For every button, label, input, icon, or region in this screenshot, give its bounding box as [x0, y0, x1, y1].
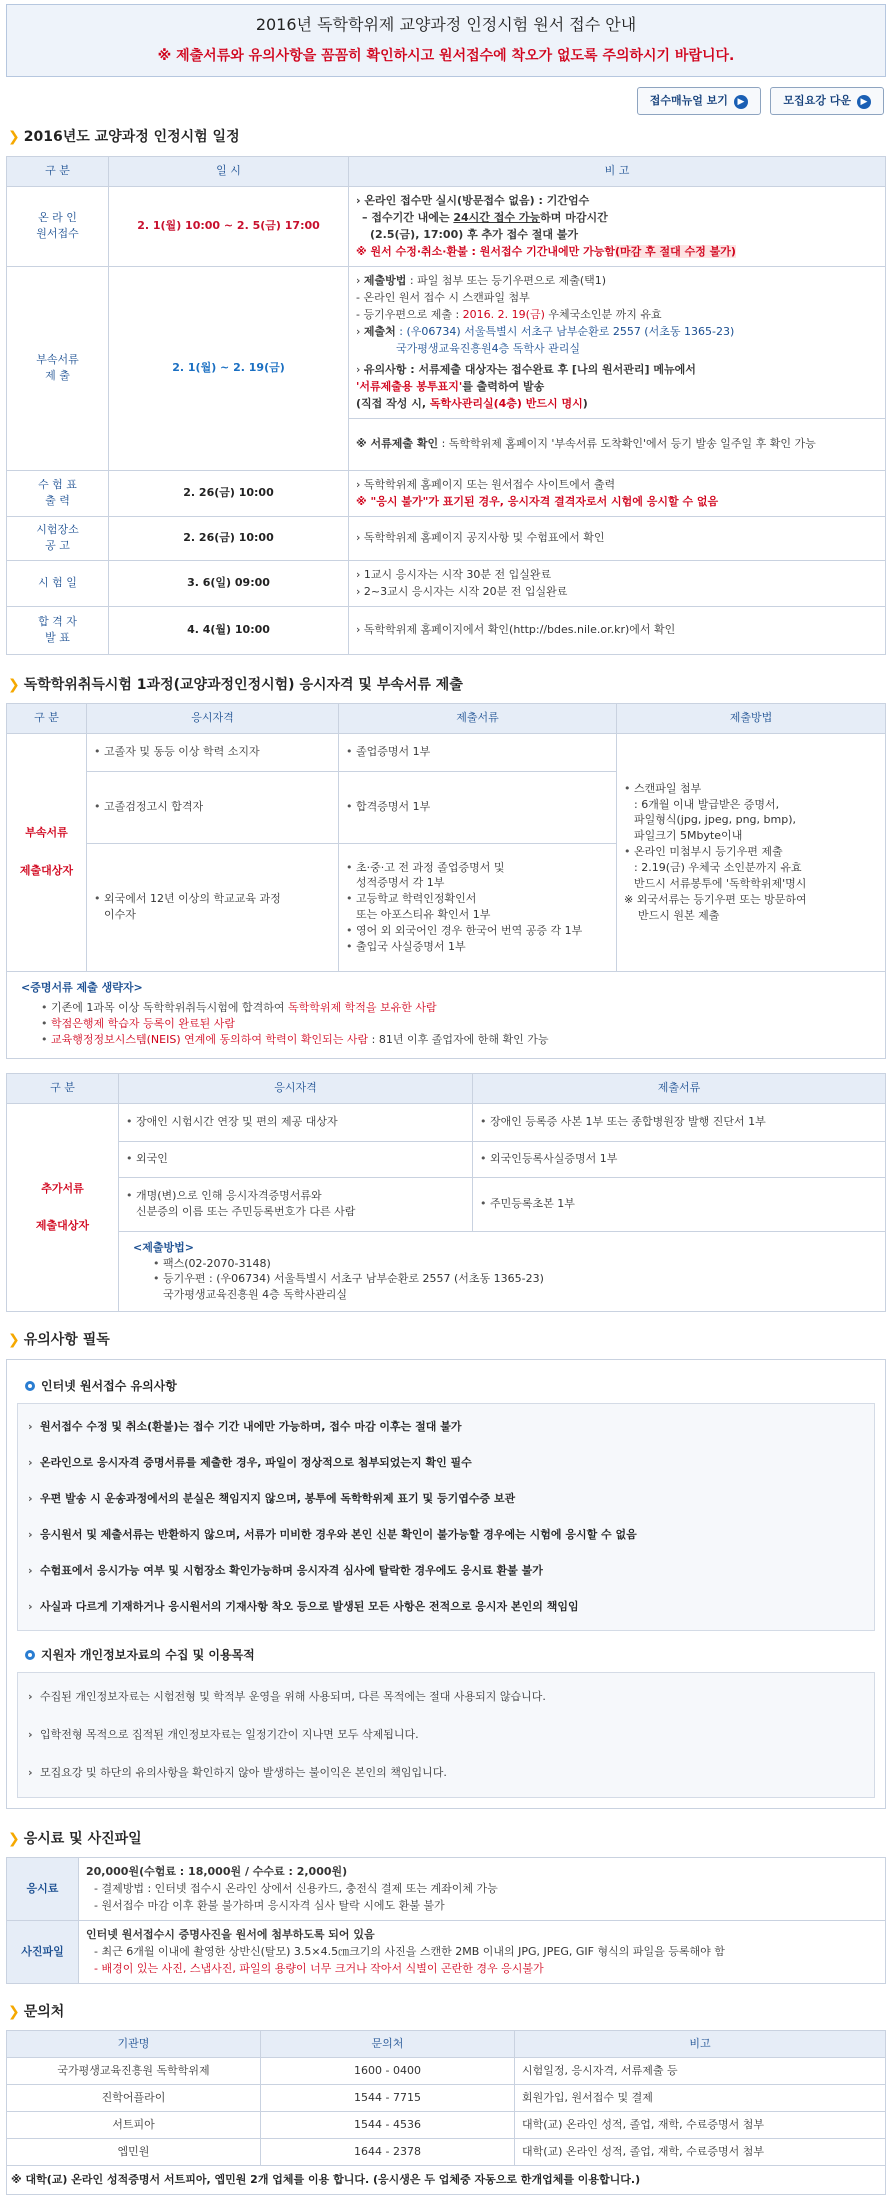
text-line: - 결제방법 : 인터넷 접수시 온라인 상에서 신용카드, 충전식 결제 또는 계좌이체 가능	[94, 1882, 498, 1896]
note-cell: 시험일정, 응시자격, 서류제출 등	[515, 2058, 886, 2085]
date-cell: 2. 26(금) 10:00	[109, 470, 349, 516]
table-row	[7, 733, 886, 771]
cell	[119, 1177, 473, 1231]
org-cell: 국가평생교육진흥원 독학학위제	[7, 2058, 261, 2085]
notice-box	[6, 4, 886, 77]
method-cell	[617, 733, 886, 971]
warning-text: ※ 제출서류와 유의사항을 꼼꼼히 확인하시고 원서접수에 착오가 없도록 주의하시기 바랍니다.	[157, 48, 735, 65]
note-cell: › 온라인 접수만 실시(방문접수 없음) : 기간엄수 – 접수기간 내에는 24시간 접수 가능하며 마감시간 (2.5(금), 17:00) 후 추가 접수 절대 불가 ※ 원서 수정·취소·환불 : 원서접수 기간내에만 가능함(마감 후 절대 수정 불가)	[349, 186, 886, 266]
phone-cell: 1544 - 4536	[261, 2111, 515, 2138]
note-cell	[349, 418, 886, 470]
label-line: 공 고	[45, 539, 70, 553]
col-header: 구 분	[7, 156, 109, 186]
contact-table	[6, 2030, 886, 2166]
note-cell: 대학(교) 온라인 성적, 졸업, 재학, 수료증명서 첨부	[515, 2138, 886, 2165]
method-line: 파일형식(jpg, jpeg, png, bmp),	[634, 813, 796, 827]
table-row	[7, 1103, 886, 1141]
manual-button[interactable]	[637, 87, 761, 115]
row-label	[7, 470, 109, 516]
cell	[87, 771, 339, 843]
table-row	[7, 1858, 886, 1921]
date-cell: 2. 1(월) 10:00 ~ 2. 5(금) 17:00	[109, 186, 349, 266]
method-line: : 2.19(금) 우체국 소인분까지 유효	[634, 861, 802, 875]
row-label	[7, 516, 109, 560]
list-item: • 장애인 등록증 사본 1부 또는 종합병원장 발행 진단서 1부	[480, 1114, 878, 1130]
method-cell	[119, 1231, 886, 1312]
label-line: 발 표	[45, 631, 70, 645]
omit-title: <증명서류 제출 생략자>	[21, 980, 143, 994]
note: 하며 마감시간	[540, 210, 608, 224]
fee-table	[6, 1857, 886, 1984]
note: 독학학위제 홈페이지 공지사항 및 수험표에서 확인	[363, 531, 605, 545]
date-cell: 3. 6(일) 09:00	[109, 560, 349, 606]
list-item	[624, 844, 878, 892]
text-line: 성적증명서 각 1부	[356, 876, 445, 890]
chevron-right-icon: ❯	[8, 676, 20, 693]
circle-bullet-icon	[25, 1381, 35, 1391]
date-cell: 2. 1(월) ~ 2. 19(금)	[109, 266, 349, 470]
cell	[119, 1141, 473, 1177]
text-line: • 등기우편 : (우06734) 서울특별시 서초구 남부순환로 2557 (서초동 1365-23)	[163, 1272, 544, 1286]
section-eligibility-title	[6, 675, 886, 695]
photo-cell	[79, 1920, 886, 1983]
list-item: • 외국인등록사실증명서 1부	[480, 1151, 878, 1167]
list-item: › 수험표에서 응시가능 여부 및 시험장소 확인가능하며 응시자격 심사에 탈락한 경우에도 응시료 환불 불가	[28, 1554, 864, 1588]
table-header	[7, 703, 886, 733]
org-cell: 엡민원	[7, 2138, 261, 2165]
col-header: 구 분	[7, 703, 87, 733]
col-header: 제출서류	[339, 703, 617, 733]
text-line: - 원서접수 마감 이후 환불 불가하며 응시자격 심사 탈락 시에도 환불 불가	[94, 1899, 445, 1913]
note: - 등기우편으로 제출 :	[356, 307, 463, 321]
row-label	[7, 1103, 119, 1312]
text-line: 국가평생교육진흥원 4층 독학사관리실	[163, 1288, 348, 1302]
table-row	[7, 2138, 886, 2165]
note: : 독학학위제 홈페이지 '부속서류 도착확인'에서 등기 발송 일주일 후 확인 가능	[438, 437, 816, 451]
table-row	[7, 516, 886, 560]
label-line: 시험장소	[36, 523, 79, 537]
privacy-list	[17, 1672, 875, 1798]
list-item	[624, 781, 878, 845]
table-header	[7, 2031, 886, 2058]
eligibility-table	[6, 703, 886, 972]
col-header: 비고	[515, 2031, 886, 2058]
method-line: 파일크기 5Mbyte이내	[634, 829, 743, 843]
list-item: › 사실과 다르게 기재하거나 응시원서의 기재사항 착오 등으로 발생된 모든 사항은 전적으로 응시자 본인의 책임임	[28, 1590, 864, 1624]
caution-subtitle	[25, 1378, 875, 1395]
method-line: • 온라인 미첨부시 등기우편 제출	[634, 845, 783, 859]
caution-list	[17, 1403, 875, 1631]
note-cell: › 1교시 응시자는 시작 30분 전 입실완료 › 2~3교시 응시자는 시작 20분 전 입실완료	[349, 560, 886, 606]
org-cell: 진학어플라이	[7, 2084, 261, 2111]
label-line: 제 출	[45, 369, 70, 383]
text-line: 이수자	[104, 908, 136, 922]
note-cell: › 제출방법 : 파일 첨부 또는 등기우편으로 제출(택1) - 온라인 원서 접수 시 스캔파일 첨부 - 등기우편으로 제출 : 2016. 2. 19(금) 우체국소인분 까지 유효 › 제출처 : (우06734) 서울특별시 서초구 남부순환로 2557 (서초동 1365-23) 국가평생교육진흥원4층 독학사 관리실 › 유의사항 : 서류제출 대상자는 접수완료 후 [나의 원서관리] 메뉴에서 '서류제출용 봉투표지'를 출력하여 발송 (직접 작성 시, 독학사관리실(4층) 반드시 명시)	[349, 266, 886, 418]
footnote: ※ 대학(교) 온라인 성적증명서 서트피아, 엡민원 2개 업체를 이용 합니다. (응시생은 두 업체중 자동으로 한개업체를 이용합니다.)	[6, 2166, 886, 2195]
list-item	[94, 891, 331, 923]
note: – 접수기간 내에는	[362, 210, 454, 224]
text-line: • 개명(변)으로 인해 응시자격증명서류와	[136, 1189, 322, 1203]
note: 온라인 접수만 실시(방문접수 없음) : 기간엄수	[364, 193, 590, 207]
row-label	[7, 606, 109, 654]
list-item: • 졸업증명서 1부	[346, 744, 609, 760]
row-label: 사진파일	[7, 1920, 79, 1983]
cell	[473, 1141, 886, 1177]
note: ※ 원서 수정·취소·환불 : 원서접수 기간내에만 가능함	[356, 244, 615, 258]
list-item: › 입학전형 목적으로 집적된 개인정보자료는 일정기간이 지나면 모두 삭제됩니다.	[28, 1717, 864, 1753]
text: : 81년 이후 졸업자에 한해 확인 가능	[368, 1032, 549, 1046]
label-line: 합 격 자	[38, 615, 77, 629]
arrow-right-icon: ▶	[734, 95, 748, 109]
list-item	[346, 860, 609, 892]
note-emph: 2016. 2. 19(금)	[462, 307, 545, 321]
note-cell: 대학(교) 온라인 성적, 졸업, 재학, 수료증명서 첨부	[515, 2111, 886, 2138]
download-button[interactable]	[770, 87, 884, 115]
table-row	[7, 1231, 886, 1312]
fee-cell	[79, 1858, 886, 1921]
table-row	[7, 606, 886, 654]
table-row	[7, 2084, 886, 2111]
col-header: 제출서류	[473, 1073, 886, 1103]
list-item: › 모집요강 및 하단의 유의사항을 확인하지 않아 발생하는 불이익은 본인의 책임입니다.	[28, 1755, 864, 1791]
list-item: › 우편 발송 시 운송과정에서의 분실은 책임지지 않으며, 봉투에 독학학위제 표기 및 등기엽수증 보관	[28, 1482, 864, 1516]
method-line: • 스캔파일 첨부	[634, 781, 702, 795]
text-line: • 고등학교 학력인정확인서	[356, 892, 477, 906]
table-row	[7, 2058, 886, 2085]
list-item	[346, 891, 609, 923]
note: - 온라인 원서 접수 시 스캔파일 첨부	[356, 290, 530, 304]
arrow-right-icon: ▶	[857, 95, 871, 109]
cell	[339, 843, 617, 971]
list-item: • 학점은행제 학습자 등록이 완료된 사람	[41, 1016, 871, 1032]
list-item: • 주민등록초본 1부	[480, 1196, 878, 1212]
label-line: 부속서류	[36, 353, 79, 367]
button-row	[8, 87, 884, 115]
section-label: 유의사항 필독	[23, 1332, 110, 1349]
table-row	[7, 1177, 886, 1231]
note-emph: 24시간 접수 가능	[453, 210, 541, 224]
label-line: 추가서류	[41, 1181, 84, 1195]
page-title: 2016년 독학학위제 교양과정 인정시험 원서 접수 안내	[255, 15, 637, 34]
privacy-subtitle	[25, 1647, 875, 1664]
caution-box	[6, 1359, 886, 1809]
label-line: 수 험 표	[38, 478, 77, 492]
table-row	[7, 1920, 886, 1983]
org-cell: 서트피아	[7, 2111, 261, 2138]
note-emph: '서류제출용 봉투표지'	[356, 379, 463, 393]
col-header: 문의처	[261, 2031, 515, 2058]
phone-cell: 1544 - 7715	[261, 2084, 515, 2111]
note: : (우06734) 서울특별시 서초구 남부순환로 2557 (서초동 1365-23)	[395, 324, 735, 338]
list-item: • 출입국 사실증명서 1부	[346, 939, 609, 955]
method-title: <제출방법>	[133, 1240, 194, 1254]
text-line: 신분증의 이름 또는 주민등록번호가 다른 사람	[136, 1205, 356, 1219]
note-emph: 유의사항	[363, 362, 407, 376]
list-item: › 수집된 개인정보자료는 시험전형 및 학적부 운영을 위해 사용되며, 다른 목적에는 절대 사용되지 않습니다.	[28, 1679, 864, 1715]
table-row	[7, 560, 886, 606]
table-row	[7, 186, 886, 266]
note: (직접 작성 시,	[356, 396, 430, 410]
row-label: 시 험 일	[7, 560, 109, 606]
phone-cell: 1600 - 0400	[261, 2058, 515, 2085]
note: 2~3교시 응시자는 시작 20분 전 입실완료	[363, 584, 568, 598]
note: 국가평생교육진흥원4층 독학사 관리실	[396, 341, 581, 355]
table-header	[7, 1073, 886, 1103]
cell	[339, 733, 617, 771]
note: : 파일 첨부 또는 등기우편으로 제출(택1)	[406, 274, 607, 288]
manual-button-label: 접수매뉴얼 보기	[649, 94, 728, 108]
section-fee-title	[6, 1829, 886, 1849]
text-line: 또는 아포스티유 확인서 1부	[356, 908, 491, 922]
col-header: 기관명	[7, 2031, 261, 2058]
text-emph: 독학학위제 학적을 보유한 사람	[288, 1000, 437, 1014]
table-row	[7, 1141, 886, 1177]
note-emph: ※ 서류제출 확인	[356, 437, 439, 451]
note-cell: 회원가입, 원서접수 및 결제	[515, 2084, 886, 2111]
list-item	[41, 1000, 871, 1016]
list-item	[41, 1032, 871, 1048]
note-emph: 제출방법	[363, 274, 407, 288]
label-line: 출 력	[45, 494, 70, 508]
section-label: 독학학위취득시험 1과정(교양과정인정시험) 응시자격 및 부속서류 제출	[23, 676, 463, 693]
subtitle-label: 인터넷 원서접수 유의사항	[41, 1378, 177, 1393]
date-cell: 4. 4(월) 10:00	[109, 606, 349, 654]
cell	[119, 1103, 473, 1141]
text-line: - 배경이 있는 사진, 스냅사진, 파일의 용량이 너무 크거나 작아서 식별이 곤란한 경우 응시불가	[94, 1961, 544, 1975]
col-header: 응시자격	[119, 1073, 473, 1103]
col-header: 응시자격	[87, 703, 339, 733]
download-button-label: 모집요강 다운	[783, 94, 851, 108]
method-line: 반드시 원본 제출	[638, 909, 720, 923]
note: )	[582, 396, 588, 410]
section-schedule-title	[6, 127, 886, 147]
chevron-right-icon: ❯	[8, 2003, 20, 2020]
date-cell: 2. 26(금) 10:00	[109, 516, 349, 560]
list-item: • 장애인 시험시간 연장 및 편의 제공 대상자	[126, 1114, 465, 1130]
cell	[87, 843, 339, 971]
list-item: › 원서접수 수정 및 취소(환불)는 접수 기간 내에만 가능하며, 접수 마감 이후는 절대 불가	[28, 1410, 864, 1444]
phone-cell: 1644 - 2378	[261, 2138, 515, 2165]
label-line: 부속서류	[25, 826, 68, 840]
note-cell: › 독학학위제 홈페이지에서 확인(http://bdes.nile.or.kr)에서 확인	[349, 606, 886, 654]
note-cell: › 독학학위제 홈페이지 또는 원서접수 사이트에서 출력 ※ "응시 불가"가 표기된 경우, 응시자격 결격자로서 시험에 응시할 수 없음	[349, 470, 886, 516]
method-line: ※ 외국서류는 등기우편 또는 방문하여	[624, 893, 807, 907]
chevron-right-icon: ❯	[8, 1332, 20, 1349]
chevron-right-icon: ❯	[8, 1830, 20, 1847]
omit-box	[6, 972, 886, 1059]
note: : 서류제출 대상자는 접수완료 후 [나의 원서관리] 메뉴에서	[406, 362, 696, 376]
label-line: 제출대상자	[35, 1219, 90, 1233]
method-line: : 6개월 이내 발급받은 증명서,	[634, 797, 780, 811]
cell	[473, 1103, 886, 1141]
note: 독학학위제 홈페이지에서 확인(http://bdes.nile.or.kr)에서 확인	[363, 623, 676, 637]
col-header: 비 고	[349, 156, 886, 186]
fee-amount: 20,000원(수험료 : 18,000원 / 수수료 : 2,000원)	[86, 1865, 348, 1879]
text: 기존에 1과목 이상 독학학위취득시험에 합격하여	[51, 1000, 288, 1014]
circle-bullet-icon	[25, 1650, 35, 1660]
text-emph: 교육행정정보시스템(NEIS) 연계에 동의하여 학력이 확인되는 사람	[51, 1032, 369, 1046]
text-line: - 최근 6개월 이내에 촬영한 상반신(탈모) 3.5×4.5㎝크기의 사진을 스캔한 2MB 이내의 JPG, JPEG, GIF 형식의 파일을 등록해야 함	[94, 1944, 725, 1958]
note: 독학학위제 홈페이지 또는 원서접수 사이트에서 출력	[363, 477, 616, 491]
col-header: 제출방법	[617, 703, 886, 733]
section-contact-title	[6, 2002, 886, 2022]
label-line: 원서접수	[36, 227, 79, 241]
note-emph: 독학사관리실(4층) 반드시 명시	[429, 396, 583, 410]
list-item: • 합격증명서 1부	[346, 799, 609, 815]
note: ※ "응시 불가"가 표기된 경우, 응시자격 결격자로서 시험에 응시할 수 없음	[356, 494, 719, 508]
cell	[473, 1177, 886, 1231]
list-item	[126, 1188, 465, 1220]
row-label: 응시료	[7, 1858, 79, 1921]
section-label: 응시료 및 사진파일	[23, 1830, 142, 1847]
note-emph: (마감 후 절대 수정 불가)	[614, 244, 736, 258]
section-label: 문의처	[23, 2003, 65, 2020]
list-item: › 응시원서 및 제출서류는 반환하지 않으며, 서류가 미비한 경우와 본인 신분 확인이 불가능할 경우에는 시험에 응시할 수 없음	[28, 1518, 864, 1552]
list-item: • 고졸자 및 동등 이상 학력 소지자	[94, 744, 331, 760]
note: (2.5(금), 17:00) 후 추가 접수 절대 불가	[370, 227, 579, 241]
cell	[87, 733, 339, 771]
row-label	[7, 186, 109, 266]
schedule-table	[6, 156, 886, 655]
note: 우체국소인분 까지 유효	[544, 307, 662, 321]
text-line: • 외국에서 12년 이상의 학교교육 과정	[104, 892, 281, 906]
list-item: • 외국인	[126, 1151, 465, 1167]
list-item: • 영어 외 외국어인 경우 한국어 번역 공증 각 1부	[346, 923, 609, 939]
note-cell: › 독학학위제 홈페이지 공지사항 및 수험표에서 확인	[349, 516, 886, 560]
chevron-right-icon: ❯	[8, 129, 20, 146]
label-line: 온 라 인	[38, 211, 77, 225]
method-line: 반드시 서류봉투에 '독학학위제'명시	[634, 877, 807, 891]
list-item: • 고졸검정고시 합격자	[94, 799, 331, 815]
table-header	[7, 156, 886, 186]
col-header: 일 시	[109, 156, 349, 186]
text-line: 인터넷 원서접수시 증명사진을 원서에 첨부하도록 되어 있음	[86, 1927, 375, 1941]
section-caution-title	[6, 1330, 886, 1350]
text-line: • 초·중·고 전 과정 졸업증명서 및	[356, 860, 505, 874]
table-row	[7, 2111, 886, 2138]
section-label: 2016년도 교양과정 인정시험 일정	[23, 129, 240, 146]
label-line: 제출대상자	[19, 864, 74, 878]
subtitle-label: 지원자 개인정보자료의 수집 및 이용목적	[41, 1647, 255, 1662]
cell	[339, 771, 617, 843]
note: 1교시 응시자는 시작 30분 전 입실완료	[363, 567, 552, 581]
list-item	[153, 1271, 871, 1303]
note-emph: 제출처	[363, 324, 396, 338]
list-item: • 팩스(02-2070-3148)	[153, 1256, 871, 1272]
additional-docs-table	[6, 1073, 886, 1313]
table-row	[7, 266, 886, 418]
list-item: › 온라인으로 응시자격 증명서류를 제출한 경우, 파일이 정상적으로 첨부되었는지 확인 필수	[28, 1446, 864, 1480]
row-label	[7, 733, 87, 971]
col-header: 구 분	[7, 1073, 119, 1103]
note: 를 출력하여 발송	[462, 379, 545, 393]
table-row	[7, 470, 886, 516]
row-label	[7, 266, 109, 470]
